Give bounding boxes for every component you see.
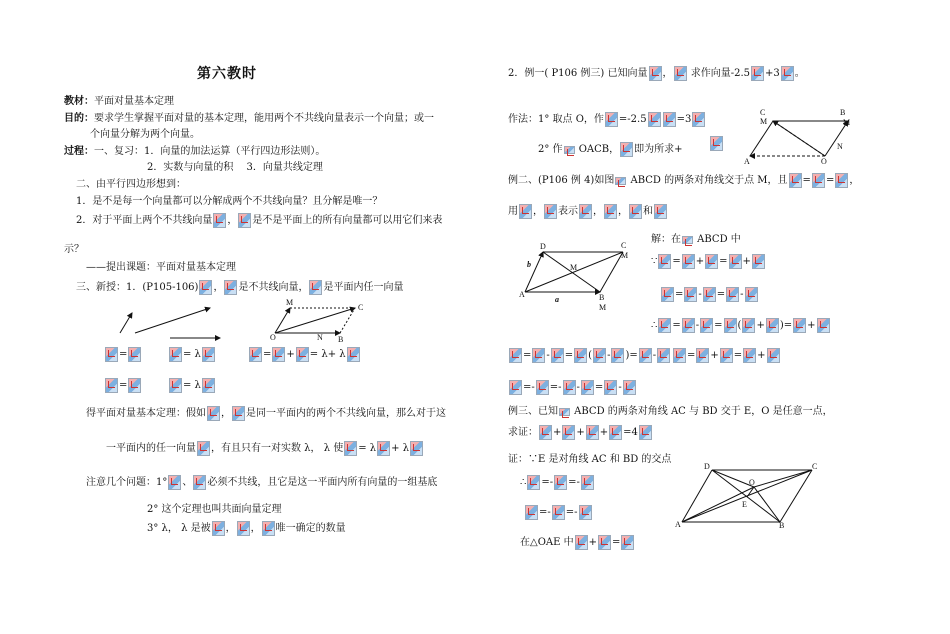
svg-text:M: M: [843, 118, 851, 127]
svg-text:M: M: [621, 251, 629, 260]
vector-image: [710, 136, 723, 151]
vector-image: [262, 521, 275, 536]
vector-image: [724, 318, 737, 333]
example-1-figure: [740, 104, 860, 166]
theorem-line-2: 一平面内的任一向量 ，有且只有一对实数 λ， λ 使 = λ + λ: [106, 441, 424, 456]
vector-image: [629, 204, 642, 219]
vector-image: [682, 318, 695, 333]
vector-image: [344, 441, 357, 456]
example-2-line-2: 用 ， 表示 ， ， 和: [508, 204, 668, 219]
question-2-end: 示？: [64, 244, 84, 255]
vector-image: [551, 348, 564, 363]
solution-step-2: 2° 作 OACB， 即为所求+: [538, 144, 683, 155]
theorem-line-1: 得平面对量基本定理：假如 ， 是同一平面内的两个不共线向量，那么对于这: [86, 408, 446, 419]
vector-image: [658, 318, 671, 333]
vector-image: [128, 378, 141, 393]
vector-image: [700, 318, 713, 333]
new-lesson-line: 三、新授：1．(P105-106) ， 是不共线向量， 是平面内任一向量: [76, 282, 404, 293]
vector-image: [604, 380, 617, 395]
vector-image: [654, 204, 667, 219]
vector-image: [552, 505, 565, 520]
vector-image: [648, 112, 661, 127]
vector-e2-image: [238, 213, 251, 228]
svg-text:C: C: [358, 303, 364, 312]
vector-image: [377, 441, 390, 456]
vector-image: [128, 347, 141, 362]
vector-image: [789, 173, 802, 188]
topic-line: ——提出课题：平面对量基本定理: [86, 262, 236, 273]
note-line-3: 3° λ， λ 是被 ， ， 唯一确定的数量: [147, 523, 346, 534]
vector-image: [598, 535, 611, 550]
vector-image: [539, 425, 552, 440]
vector-image: [579, 505, 592, 520]
vector-figure-left: [110, 298, 370, 348]
vector-image: [202, 347, 215, 362]
vector-image: [817, 318, 830, 333]
note-line-1: 注意几个问题：1° 、 必须不共线，且它是这一平面内所有向量的一组基底: [86, 477, 438, 488]
goal-line-2: 个向量分解为两个向量。: [90, 129, 200, 140]
svg-text:M: M: [286, 298, 294, 307]
example-2-line: 例二、(P106 例 4)如图 ABCD 的两条对角线交于点 M，且 = = ，: [508, 175, 860, 186]
vector-image: [168, 475, 181, 490]
vector-image: [574, 348, 587, 363]
vector-image: [767, 348, 780, 363]
svg-text:E: E: [742, 500, 747, 509]
vector-image: [604, 204, 617, 219]
vector-image: [296, 347, 309, 362]
vector-image: [237, 521, 250, 536]
svg-text:O: O: [821, 157, 827, 166]
parallelogram-icon: [559, 408, 570, 416]
example-1-line: 2．例一( P106 例三) 已知向量 ， 求作向量-2.5 +3 。: [508, 68, 805, 79]
solution-2-line-4b: = + = +: [672, 348, 781, 363]
process-line: 过程：一、复习：1．向量的加法运算（平行四边形法则）。: [64, 146, 326, 157]
svg-text:M: M: [570, 263, 578, 272]
solution-step-1: 作法：1° 取点 O，作 =-2.5 =3: [508, 112, 706, 127]
vector-image: [703, 287, 716, 302]
vector-image: [579, 204, 592, 219]
vector-image: [197, 441, 210, 456]
svg-text:C: C: [621, 241, 627, 250]
vector-image-extra: [709, 136, 724, 151]
vector-image: [623, 380, 636, 395]
svg-text:C: C: [760, 108, 766, 117]
vector-image: [544, 204, 557, 219]
vector-image: [639, 425, 652, 440]
vector-image: [661, 287, 674, 302]
vector-image: [207, 406, 220, 421]
proof-line-1: 证：∵E 是对角线 AC 和 BD 的交点: [508, 454, 672, 465]
vector-image: [639, 348, 652, 363]
svg-text:B: B: [338, 335, 344, 344]
vector-image: [663, 112, 676, 127]
parallelogram-icon: [564, 146, 575, 154]
vector-image: [563, 380, 576, 395]
vector-image: [581, 380, 594, 395]
svg-text:M: M: [599, 303, 607, 312]
solution-2-line-2: = - = -: [660, 287, 759, 302]
vector-image: [562, 425, 575, 440]
vector-image: [609, 425, 622, 440]
vector-image: [696, 348, 709, 363]
vector-image: [593, 348, 606, 363]
eq-row-2b: = λ: [168, 378, 216, 393]
vector-image: [766, 318, 779, 333]
vector-image: [684, 287, 697, 302]
solution-2-line-5: =- =- - = -: [508, 380, 637, 395]
vector-image: [525, 505, 538, 520]
question-1: 1．是不是每一个向量都可以分解成两个不共线向量？且分解是唯一？: [76, 196, 383, 207]
vector-e2-image: [224, 280, 237, 295]
vector-image: [605, 112, 618, 127]
vector-image: [509, 348, 522, 363]
goal-line: 目的：要求学生掌握平面对量的基本定理，能用两个不共线向量表示一个向量；或一: [64, 113, 434, 124]
svg-text:B: B: [840, 108, 846, 117]
vector-image: [621, 535, 634, 550]
question-2: 2．对于平面上两个不共线向量 ， 是不是平面上的所有向量都可以用它们来表: [76, 215, 443, 226]
vector-image: [532, 348, 545, 363]
vector-image: [105, 347, 118, 362]
svg-text:C: C: [812, 462, 818, 471]
svg-text:O: O: [270, 333, 276, 342]
svg-text:B: B: [779, 521, 785, 530]
svg-text:D: D: [540, 242, 546, 251]
vector-image: [193, 475, 206, 490]
vector-image: [705, 254, 718, 269]
eq-row-1b: = λ: [168, 347, 216, 362]
example-3-figure: [672, 460, 827, 532]
vector-image: [575, 535, 588, 550]
vector-image: [649, 66, 662, 81]
svg-text:O: O: [749, 478, 755, 487]
vector-image: [202, 378, 215, 393]
vector-image: [347, 347, 360, 362]
proof-line-3: =- =-: [524, 505, 593, 520]
vector-image: [212, 521, 225, 536]
vector-a-image: [309, 280, 322, 295]
vector-image: [586, 425, 599, 440]
example-2-figure: [515, 240, 640, 312]
page-title: 第六教时: [197, 66, 257, 82]
vector-image: [169, 378, 182, 393]
example-3-line: 例三、已知 ABCD 的两条对角线 AC 与 BD 交于 E，O 是任意一点，: [508, 406, 833, 417]
solution-2-line-3: ∴ = - = ( + )= +: [651, 318, 831, 333]
vector-e1-image: [199, 280, 212, 295]
vector-image: [581, 475, 594, 490]
vector-image: [729, 254, 742, 269]
review-2: 2．实数与向量的积 3．向量共线定理: [147, 162, 323, 173]
vector-image: [812, 173, 825, 188]
parallelogram-icon: [682, 236, 693, 244]
svg-text:N: N: [317, 333, 323, 342]
example-3-prove: 求证： + + + =4: [508, 425, 653, 440]
vector-image: [745, 287, 758, 302]
section-2: 二、由平行四边形想到：: [76, 179, 186, 190]
vector-image: [835, 173, 848, 188]
vector-image: [793, 318, 806, 333]
vector-image: [692, 112, 705, 127]
vector-image: [682, 254, 695, 269]
solution-2-line-4: = - = ( - )= -: [508, 348, 671, 363]
vector-image: [410, 441, 423, 456]
vector-image: [232, 406, 245, 421]
vector-image: [674, 66, 687, 81]
vector-image: [752, 254, 765, 269]
vector-image: [519, 204, 532, 219]
svg-text:B: B: [599, 293, 605, 302]
svg-text:a: a: [555, 295, 559, 304]
vector-image: [743, 348, 756, 363]
vector-image: [658, 254, 671, 269]
vector-image: [781, 66, 794, 81]
vector-image: [272, 347, 285, 362]
vector-image: [611, 348, 624, 363]
vector-image: [742, 318, 755, 333]
vector-image: [249, 347, 262, 362]
vector-image: [169, 347, 182, 362]
svg-text:b: b: [527, 260, 531, 269]
svg-text:N: N: [837, 142, 843, 151]
note-line-2: 2° 这个定理也叫共面向量定理: [147, 504, 282, 515]
vector-e1-image: [213, 213, 226, 228]
vector-image: [720, 348, 733, 363]
svg-text:A: A: [519, 290, 525, 299]
vector-image: [554, 475, 567, 490]
solution-2-line-1: ∵ = + = +: [651, 254, 766, 269]
vector-image: [536, 380, 549, 395]
vector-image: [620, 142, 633, 157]
vector-image: [657, 348, 670, 363]
svg-text:A: A: [675, 520, 681, 529]
vector-image: [673, 348, 686, 363]
vector-image: [726, 287, 739, 302]
svg-text:M: M: [760, 117, 768, 126]
vector-image: [527, 475, 540, 490]
vector-image: [751, 66, 764, 81]
eq-row-2: =: [104, 378, 142, 393]
svg-text:D: D: [704, 462, 710, 471]
svg-text:A: A: [744, 157, 750, 166]
eq-row-1c: = + = λ+ λ: [248, 347, 361, 362]
proof-line-2: ∴ =- =-: [520, 475, 595, 490]
proof-line-4: 在△OAE 中 + =: [520, 535, 635, 550]
eq-row-1: =: [104, 347, 142, 362]
material-line: 教材：平面对量基本定理: [64, 96, 174, 107]
vector-image: [105, 378, 118, 393]
vector-image: [509, 380, 522, 395]
solution-2-header: 解：在 ABCD 中: [651, 234, 741, 245]
parallelogram-icon: [615, 177, 626, 185]
